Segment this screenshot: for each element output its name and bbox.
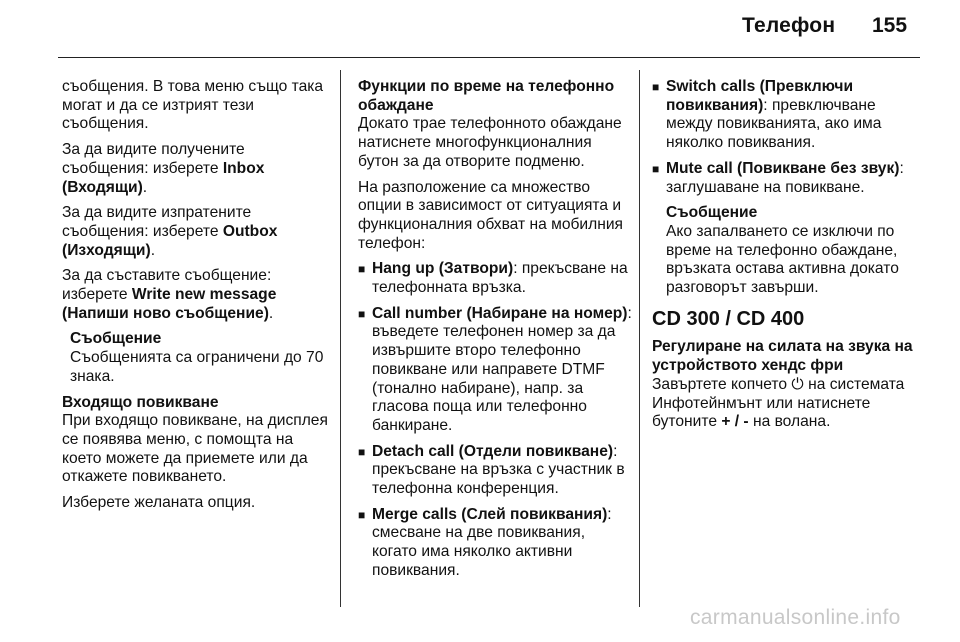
bullet-square-icon: ■ [652,161,660,176]
paragraph: Докато трае телефонното обаждане натиснете многофункционалния бутон за да отворите подменю. [358,115,622,170]
note-title: Съобщение [666,204,758,222]
bullet-square-icon: ■ [358,306,366,321]
note-text: Съобщенията са ограничени до 70 знака. [70,349,324,385]
bullet-item [358,260,634,297]
paragraph: При входящо повикване, на дисплея се появява меню, с помощта на което можете да приемете или да откажете повикването. [62,412,328,486]
paragraph-text: Завъртете копчето [652,375,792,393]
bullet-item [652,160,924,197]
bullet-option: Merge calls (Слей повиквания) [372,505,608,523]
bullet-item [358,305,634,436]
paragraph-text: на системата Инфотейнмънт или натиснете бутоните [652,375,905,431]
note-box [652,204,924,298]
paragraph [62,141,334,197]
paragraph: Изберете желаната опция. [62,494,256,512]
paragraph [62,267,334,323]
paragraph-text: . [150,241,156,259]
subheading-call-functions: Функции по време на телефонно обаждане [358,78,615,114]
bullet-option: Detach call (Отдели повикване) [372,442,614,460]
bullet-text: : въведете телефонен номер за да извършите второ телефонно повикване или направете DTMF (тонално набиране), напр. за гласова поща или телефонно банкиране. [372,304,632,434]
paragraph [62,204,334,260]
subheading-volume: Регулиране на силата на звука на устройството хендс фри [652,338,913,375]
paragraph-text: За да съставите съобщение: изберете [62,267,272,304]
paragraph [652,376,924,432]
paragraph-text: на волана. [748,413,831,431]
note-text: Ако запалването се изключи по време на телефонно обаждане, връзката остава активна докато разговорът завърши. [666,222,899,297]
section-title: CD 300 / CD 400 [652,307,805,330]
bullet-text: : прекъсване на телефонната връзка. [372,260,628,297]
column-2 [358,78,634,588]
bullet-text: : смесване на две повиквания, когато има няколко активни повиквания. [372,505,612,579]
bullet-square-icon: ■ [358,262,366,277]
page-header-title: Телефон [742,14,836,37]
paragraph-text: За да видите получените съобщения: изберете [62,141,245,177]
volume-buttons-label: + / - [721,413,749,431]
page-number: 155 [872,14,908,37]
bullet-square-icon: ■ [652,80,660,94]
bullet-text: : заглушаване на повикване. [666,159,904,196]
bullet-option: Mute call (Повикване без звук) [666,159,900,177]
bullet-item [358,443,634,499]
note-title: Съобщение [70,330,162,348]
column-divider-2 [639,70,640,607]
column-1 [62,78,334,520]
bullet-option: Hang up (Затвори) [372,260,514,278]
subheading-incoming-call: Входящо повикване [62,393,219,411]
bullet-text: : прекъсване на връзка с участник в телефонна конференция. [372,442,625,498]
column-divider-1 [340,70,341,607]
header-divider [58,57,920,58]
column-3 [652,78,924,439]
note-box [62,330,334,386]
menu-option-inbox: Inbox (Входящи) [62,159,265,196]
menu-option-outbox: Outbox (Изходящи) [62,222,278,259]
paragraph: съобщения. В това меню също така могат и да се изтрият тези съобщения. [62,78,324,133]
bullet-item [652,78,924,153]
paragraph-text: . [142,178,148,196]
bullet-option: Switch calls (Превключи повиквания) [666,78,854,114]
bullet-text: : превключване между повикванията, ако има няколко повиквания. [666,96,882,152]
bullet-item [358,506,634,581]
bullet-option: Call number (Набиране на номер) [372,304,628,322]
watermark: carmanualsonline.info [690,606,901,629]
power-icon: ⏻ [791,375,804,393]
paragraph-text: За да видите изпратените съобщения: изберете [62,204,252,240]
menu-option-write-new-message: Write new message (Напиши ново съобщение) [62,286,277,322]
paragraph-text: . [268,304,274,322]
bullet-square-icon: ■ [358,444,366,459]
paragraph: На разположение са множество опции в зависимост от ситуацията и функционалния обхват на мобилния телефон: [358,178,623,252]
bullet-square-icon: ■ [358,507,366,522]
